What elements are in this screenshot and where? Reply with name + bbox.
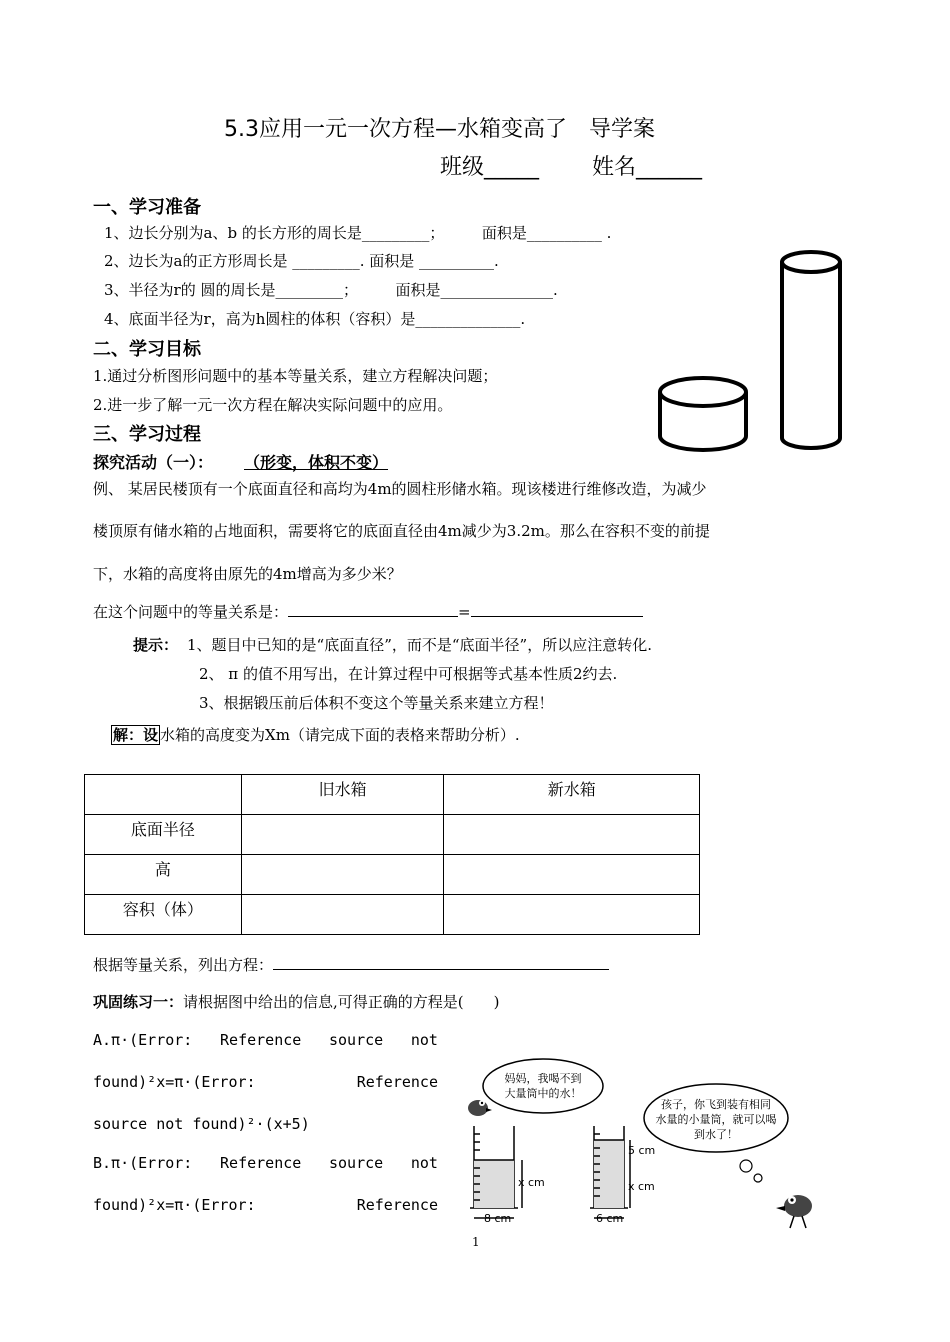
option-word: not: [410, 1154, 438, 1172]
bubble-right-line3: 到水了！: [694, 1128, 738, 1141]
big-measuring-cylinder: [470, 1126, 522, 1218]
option-line: [93, 1196, 438, 1214]
option-line: [93, 1154, 438, 1172]
table-row-label: 容积（体）: [85, 895, 242, 935]
hint-item: 1、题目中已知的是“底面直径”，而不是“底面半径”，所以应注意转化.: [187, 636, 652, 654]
equation-label: 根据等量关系，列出方程：: [93, 956, 274, 974]
tall-cylinder: [782, 252, 840, 448]
bubble-left-line2: 大量筒中的水！: [504, 1087, 582, 1100]
goal-item: 1.通过分析图形问题中的基本等量关系，建立方程解决问题；: [93, 367, 498, 385]
option-word: Reference: [356, 1196, 438, 1214]
prep-item: 1、边长分别为a、b 的长方形的周长是_________； 面积是__________ .: [104, 224, 612, 242]
option-word: Reference: [356, 1073, 438, 1091]
class-field: 班级_____: [440, 155, 540, 180]
option-line: [93, 1031, 438, 1049]
measuring-cylinders-figure: [458, 1056, 838, 1242]
page-title: 5.3应用一元一次方程—水箱变高了 导学案: [224, 117, 655, 142]
big-cylinder-height: x cm: [518, 1176, 545, 1189]
small-cylinder-width: 6 cm: [596, 1212, 624, 1225]
option-word: not: [410, 1031, 438, 1049]
short-cylinder: [660, 378, 746, 450]
analysis-table: [84, 774, 700, 935]
option-word: A.π·(Error:: [93, 1031, 193, 1049]
hint-item: 3、根据锻压前后体积不变这个等量关系来建立方程！: [199, 694, 554, 712]
activity-label: 探究活动（一）：: [93, 453, 214, 472]
equation-line: [93, 954, 609, 975]
goal-item: 2.进一步了解一元一次方程在解决实际问题中的应用。: [93, 396, 453, 414]
solution-line: [111, 724, 520, 745]
relation-equals: =: [458, 603, 471, 621]
practice-label: 巩固练习一：: [93, 993, 184, 1011]
option-word: found)²x=π·(Error:: [93, 1196, 256, 1214]
table-row: [85, 895, 700, 935]
table-cell-input[interactable]: [444, 855, 700, 895]
table-cell-input[interactable]: [444, 895, 700, 935]
example-line: 例、 某居民楼顶有一个底面直径和高均为4m的圆柱形储水箱。现该楼进行维修改造，为减少: [93, 480, 707, 498]
thought-bubble-right: [644, 1084, 788, 1182]
cylinders-illustration: [650, 240, 870, 460]
table-cell-input[interactable]: [241, 855, 444, 895]
table-row: [85, 855, 700, 895]
relation-label: 在这个问题中的等量关系是：: [93, 603, 289, 621]
big-cylinder-width: 8 cm: [484, 1212, 512, 1225]
prep-item: 2、边长为a的正方形周长是 _________. 面积是 __________.: [104, 252, 499, 270]
table-header-cell: [85, 775, 242, 815]
hint-item: 2、 π 的值不用写出，在计算过程中可根据等式基本性质2约去.: [199, 665, 618, 683]
section-heading-process: 三、学习过程: [93, 424, 201, 445]
bird-icon: [776, 1195, 812, 1228]
option-word: source: [329, 1031, 384, 1049]
example-line: 下，水箱的高度将由原先的4m增高为多少米？: [93, 565, 402, 583]
prep-item: 3、半径为r的 圆的周长是_________； 面积是_______________.: [104, 281, 558, 299]
prep-item: 4、底面半径为r，高为h圆柱的体积（容积）是______________.: [104, 310, 526, 328]
small-cylinder-height: x cm: [628, 1180, 655, 1193]
equation-blank[interactable]: [273, 969, 609, 970]
solution-text: 水箱的高度变为Xm（请完成下面的表格来帮助分析）.: [160, 726, 520, 744]
table-row: [85, 815, 700, 855]
option-line: [93, 1115, 438, 1133]
bubble-right-line1: 孩子，你飞到装有相同: [661, 1098, 771, 1111]
page-number: 1: [472, 1235, 480, 1249]
bubble-left-line1: 妈妈，我喝不到: [504, 1072, 582, 1085]
activity-note: （形变，体积不变）: [244, 453, 389, 472]
relation-line: [93, 601, 643, 622]
option-line: [93, 1073, 438, 1091]
practice-question: 请根据图中给出的信息,可得正确的方程是( ): [183, 993, 500, 1011]
table-row-label: 底面半径: [85, 815, 242, 855]
hint-label: 提示：: [133, 636, 179, 654]
small-cylinder-extra: 5 cm: [628, 1144, 656, 1157]
relation-blank-left[interactable]: [288, 616, 458, 617]
relation-blank-right[interactable]: [471, 616, 643, 617]
table-cell-input[interactable]: [241, 815, 444, 855]
practice-line: [93, 991, 500, 1012]
table-header-row: [85, 775, 700, 815]
option-word: B.π·(Error:: [93, 1154, 193, 1172]
table-header-cell: 新水箱: [444, 775, 700, 815]
solution-label: 解：设: [113, 726, 159, 744]
example-line: 楼顶原有储水箱的占地面积，需要将它的底面直径由4m减少为3.2m。那么在容积不变的前提: [93, 522, 710, 540]
bird-icon: [468, 1100, 492, 1116]
option-word: Reference: [220, 1154, 302, 1172]
option-word: source: [329, 1154, 384, 1172]
small-measuring-cylinder: [590, 1126, 630, 1218]
table-header-cell: 旧水箱: [241, 775, 444, 815]
section-heading-preparation: 一、学习准备: [93, 197, 201, 218]
option-word: found)²x=π·(Error:: [93, 1073, 256, 1091]
bubble-right-line2: 水量的小量筒，就可以喝: [655, 1113, 777, 1126]
name-field: 姓名______: [592, 155, 703, 180]
table-cell-input[interactable]: [444, 815, 700, 855]
option-word: source not found)²·(x+5): [93, 1115, 310, 1133]
table-row-label: 高: [85, 855, 242, 895]
section-heading-goals: 二、学习目标: [93, 339, 201, 360]
speech-bubble-left: [483, 1059, 603, 1113]
option-word: Reference: [220, 1031, 302, 1049]
table-cell-input[interactable]: [241, 895, 444, 935]
